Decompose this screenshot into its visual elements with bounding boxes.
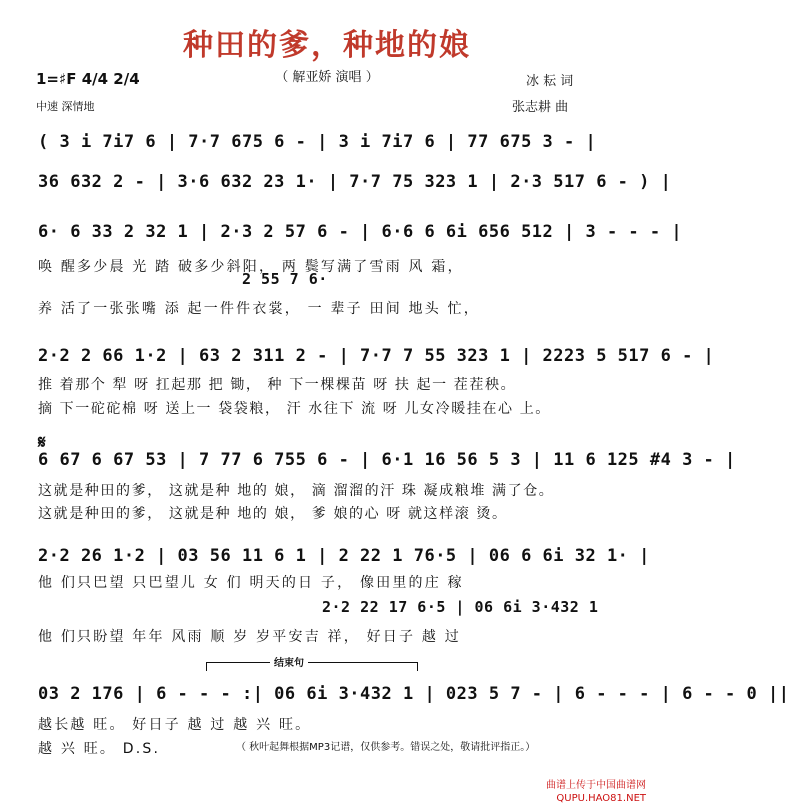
notation-ossia-2: 2·2 22 17 6·5 | 06 6i 3·432 1	[322, 598, 599, 616]
notation-row-1: ( 3 i 7i7 6 | 7·7 675 6 - | 3 i 7i7 6 | 77 675 3 - |	[38, 132, 597, 152]
notation-row-4: 2·2 2 66 1·2 | 63 2 311 2 - | 7·7 7 55 323 1 | 2223 5 517 6 - |	[38, 346, 715, 366]
notation-row-6: 2·2 26 1·2 | 03 56 11 6 1 | 2 22 1 76·5 | 06 6 6i 32 1· |	[38, 546, 650, 566]
key-signature: 1=♯F 4/4 2/4	[36, 70, 140, 88]
lyricist-credit: 冰 耘 词	[526, 74, 574, 89]
lyric-line-1b: 养 活了一张张嘴 添 起一件件衣裳， 一 辈子 田间 地头 忙，	[38, 301, 480, 317]
watermark-line-1: 曲谱上传于中国曲谱网	[546, 780, 646, 791]
composer-credit: 张志耕 曲	[512, 100, 569, 115]
lyric-line-3b: 这就是种田的爹， 这就是种 地的 娘， 爹 娘的心 呀 就这样滚 烫。	[38, 506, 508, 522]
performer: （ 解亚娇 演唱 ）	[275, 70, 379, 85]
lyric-line-4a: 他 们只巴望 只巴望儿 女 们 明天的日 子， 像田里的庄 稼	[38, 575, 464, 591]
notation-row-5: 6 67 6 67 53 | 7 77 6 755 6 - | 6·1 16 56 5 3 | 11 6 125 #4 3 - |	[38, 450, 736, 470]
transcription-note: （ 秋叶起舞根据MP3记谱，仅供参考。错误之处，敬请批评指正。）	[236, 742, 536, 753]
lyric-line-4b: 他 们只盼望 年年 风雨 顺 岁 岁平安吉 祥， 好日子 越 过	[38, 629, 461, 645]
notation-ossia-1: 2 55 7 6·	[242, 270, 328, 288]
coda-bracket	[206, 662, 418, 671]
lyric-line-5b: 越 兴 旺。 D.S.	[38, 741, 161, 757]
song-title: 种田的爹，种地的娘	[183, 28, 471, 63]
coda-label: 结束句	[270, 654, 308, 669]
notation-row-2: 36 632 2 - | 3·6 632 23 1· | 7·7 75 323 1 | 2·3 517 6 - ) |	[38, 172, 672, 192]
lyric-line-2a: 推 着那个 犁 呀 扛起那 把 锄， 种 下一棵棵苗 呀 扶 起一 茬茬秧。	[38, 377, 517, 393]
notation-row-3: 6· 6 33 2 32 1 | 2·3 2 57 6 - | 6·6 6 6i 656 512 | 3 - - - |	[38, 222, 683, 242]
lyric-line-5a: 越长越 旺。 好日子 越 过 越 兴 旺。	[38, 717, 312, 733]
notation-row-7: 03 2 176 | 6 - - - :| 06 6i 3·432 1 | 023 5 7 - | 6 - - - | 6 - - 0 ||	[38, 684, 789, 704]
lyric-line-2b: 摘 下一砣砣棉 呀 送上一 袋袋粮， 汗 水往下 流 呀 儿女冷暖挂在心 上。	[38, 401, 551, 417]
tempo-marking: 中速 深情地	[36, 100, 95, 113]
lyric-line-1a: 唤 醒多少晨 光 踏 破多少斜阳， 两 鬓写满了雪雨 风 霜，	[38, 259, 464, 275]
lyric-line-3a: 这就是种田的爹， 这就是种 地的 娘， 滴 溜溜的汗 珠 凝成粮堆 满了仓。	[38, 483, 555, 499]
watermark-line-2: QUPU.HAO81.NET	[556, 793, 646, 804]
site-watermark	[546, 779, 646, 805]
segno-sign: 𝄋	[38, 432, 46, 453]
